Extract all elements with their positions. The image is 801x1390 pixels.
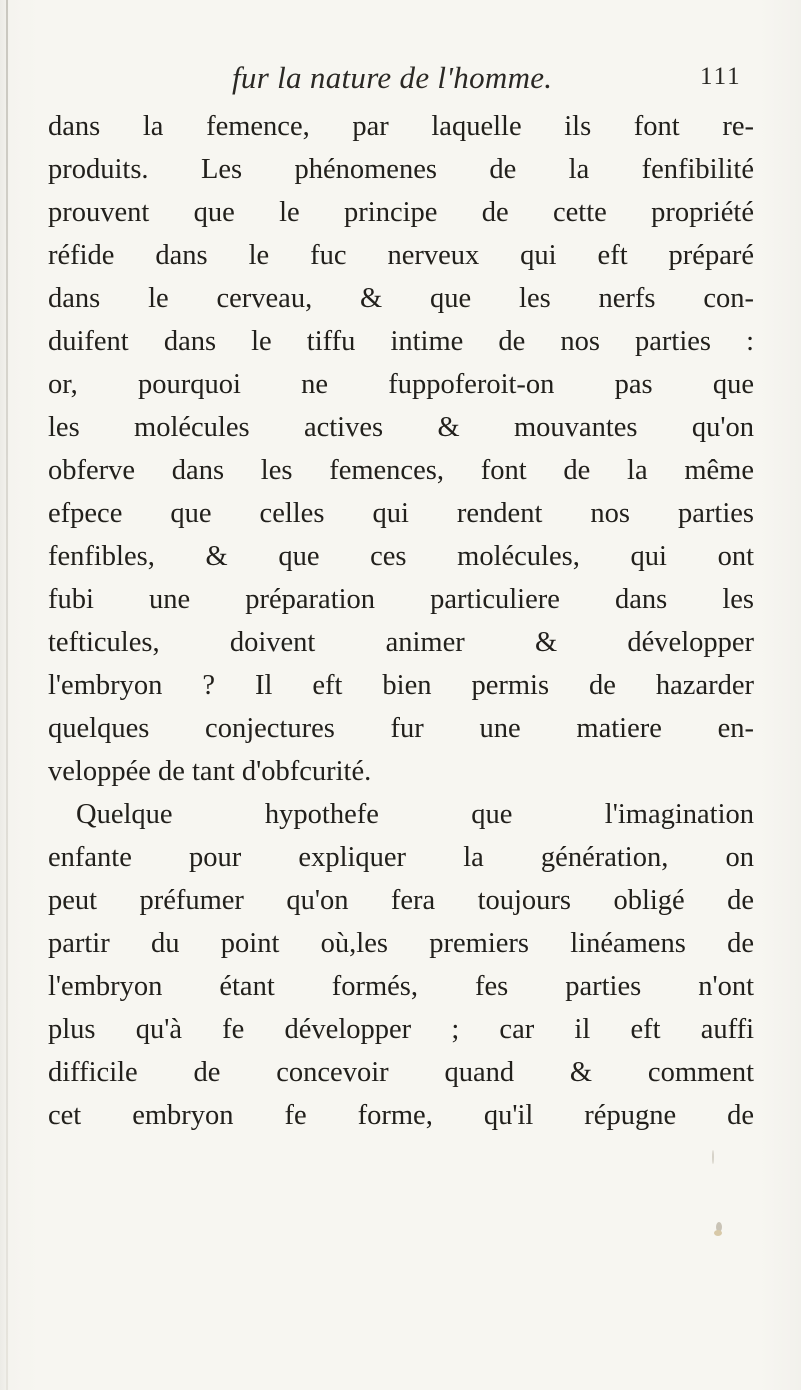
text-line: produits. Les phénomenes de la fenfibilité	[48, 154, 754, 185]
paper-speck	[714, 1230, 722, 1236]
text-line: quelques conjectures fur une matiere en-	[48, 713, 754, 744]
text-line: prouvent que le principe de cette propriété	[48, 197, 754, 228]
text-line: l'embryon étant formés, fes parties n'ont	[48, 971, 754, 1002]
page-number: 111	[700, 63, 742, 90]
text-line: peut préfumer qu'on fera toujours obligé de	[48, 885, 754, 916]
text-line: les molécules actives & mouvantes qu'on	[48, 412, 754, 443]
text-line: plus qu'à fe développer ; car il eft auffi	[48, 1014, 754, 1045]
text-line: dans le cerveau, & que les nerfs con-	[48, 283, 754, 314]
text-line: partir du point où,les premiers linéamens de	[48, 928, 754, 959]
text-line: fenfibles, & que ces molécules, qui ont	[48, 541, 754, 572]
running-head-title: fur la nature de l'homme.	[232, 60, 553, 95]
text-line: dans la femence, par laquelle ils font re-	[48, 111, 754, 142]
running-head	[0, 60, 801, 100]
text-line: fubi une préparation particuliere dans les	[48, 584, 754, 615]
page-binding-edge	[6, 0, 8, 1390]
body-text	[44, 105, 754, 1137]
text-line: obferve dans les femences, font de la même	[48, 455, 754, 486]
text-line: cet embryon fe forme, qu'il répugne de	[48, 1100, 754, 1131]
text-line: duifent dans le tiffu intime de nos parties :	[48, 326, 754, 357]
text-line: réfide dans le fuc nerveux qui eft préparé	[48, 240, 754, 271]
text-line: Quelque hypothefe que l'imagination	[76, 799, 754, 830]
text-line: enfante pour expliquer la génération, on	[48, 842, 754, 873]
text-line: tefticules, doivent animer & développer	[48, 627, 754, 658]
text-line: or, pourquoi ne fuppoferoit-on pas que	[48, 369, 754, 400]
text-line: l'embryon ? Il eft bien permis de hazarder	[48, 670, 754, 701]
text-line: veloppée de tant d'obfcurité.	[48, 756, 372, 787]
text-line: efpece que celles qui rendent nos parties	[48, 498, 754, 529]
text-line: difficile de concevoir quand & comment	[48, 1057, 754, 1088]
paper-speck	[712, 1150, 714, 1164]
